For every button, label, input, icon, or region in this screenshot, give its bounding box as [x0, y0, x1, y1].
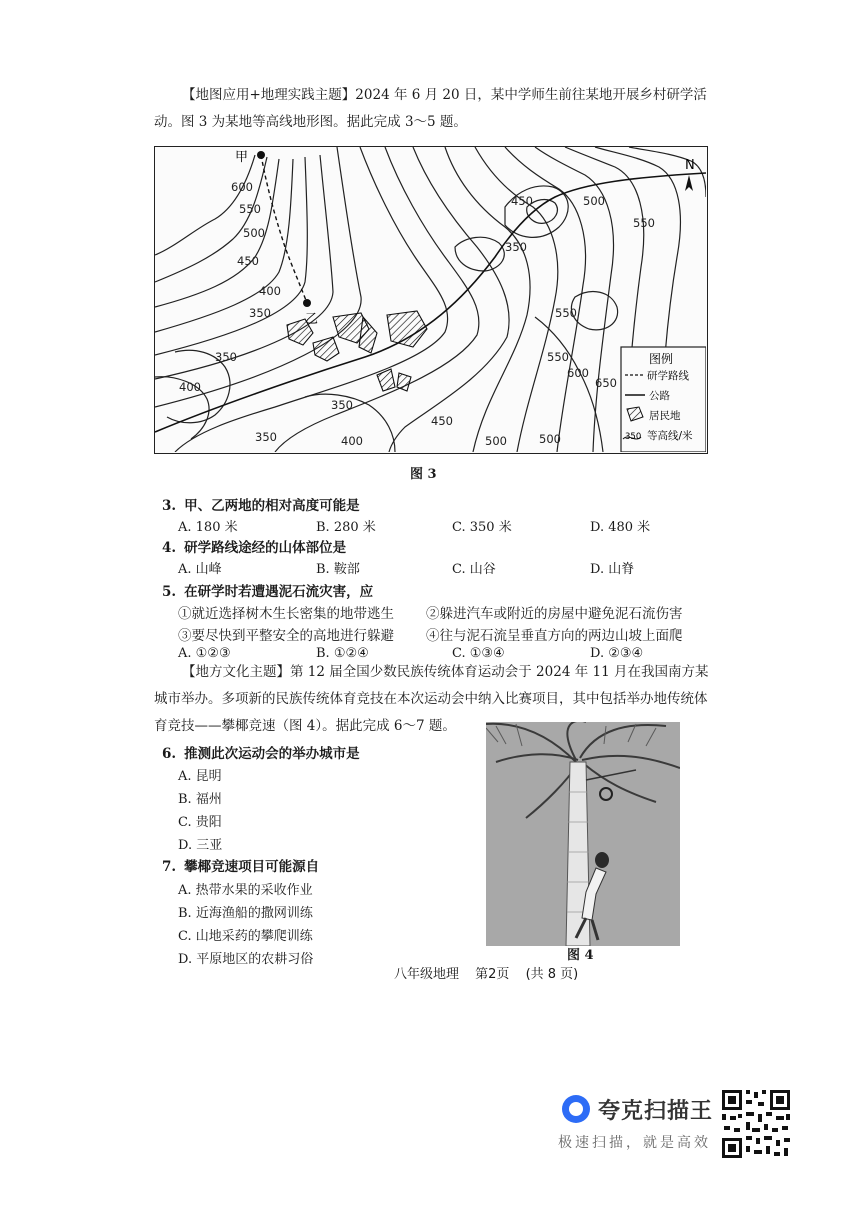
q4-option-d: D. 山脊 [590, 562, 635, 577]
contour-label: 400 [179, 380, 201, 394]
contour-map-figure-3 [154, 146, 708, 454]
contour-label: 400 [259, 284, 281, 298]
quark-logo-icon [562, 1095, 590, 1123]
contour-map-svg [155, 147, 706, 452]
north-arrow-icon [685, 175, 693, 191]
contour-label: 550 [633, 216, 655, 230]
legend-title: 图例 [649, 352, 674, 366]
question-text: 在研学时若遭遇泥石流灾害，应 [184, 584, 374, 600]
q7-option-b: B. 近海渔船的撒网训练 [178, 906, 313, 921]
q5-statement-2: ②躲进汽车或附近的房屋中避免泥石流伤害 [426, 606, 683, 622]
brand-name: 夸克扫描王 [598, 1099, 714, 1124]
question-3 [162, 494, 360, 514]
point-jia-label: 甲 [235, 150, 249, 165]
contour-label: 450 [511, 194, 533, 208]
question-text: 推测此次运动会的举办城市是 [184, 746, 360, 762]
question-text: 攀椰竞速项目可能源自 [184, 859, 320, 875]
contour-label: 350 [215, 350, 237, 364]
legend-route: 研学路线 [647, 370, 689, 382]
contour-label: 350 [249, 306, 271, 320]
q4-option-b: B. 鞍部 [316, 562, 360, 577]
question-4 [162, 536, 346, 556]
contour-label: 400 [341, 434, 363, 448]
brand-slogan: 极速扫描，就是高效 [558, 1135, 711, 1151]
section-intro-culture-theme: 【地方文化主题】第 12 届全国少数民族传统体育运动会于 2024 年 11 月在我国南方某城市举办。多项新的民族传统体育竞技在本次运动会中纳入比赛项目，其中包括举办地传统体育竞技——攀椰竞速（图 4）。据此完成 6～7 题。 [154, 664, 709, 734]
q5-option-b: B. ①②④ [316, 646, 369, 661]
map-legend [621, 347, 706, 452]
contour-label: 550 [555, 306, 577, 320]
question-7 [162, 855, 319, 875]
question-number: 7. [162, 859, 177, 875]
contour-label: 650 [595, 376, 617, 390]
q5-statement-4: ④往与泥石流呈垂直方向的两边山坡上面爬 [426, 628, 683, 644]
question-6 [162, 742, 360, 762]
contour-label: 450 [237, 254, 259, 268]
q7-option-d: D. 平原地区的农耕习俗 [178, 952, 314, 967]
contour-label: 500 [539, 432, 561, 446]
q6-option-a: A. 昆明 [178, 769, 222, 784]
question-text: 研学路线途经的山体部位是 [184, 540, 347, 556]
question-number: 3. [162, 498, 177, 514]
footer-total: (共 8 页) [525, 967, 579, 982]
contour-label: 550 [547, 350, 569, 364]
question-number: 6. [162, 746, 177, 762]
q5-option-d: D. ②③④ [590, 646, 644, 661]
contour-label: 350 [331, 398, 353, 412]
contour-label: 600 [567, 366, 589, 380]
question-text: 甲、乙两地的相对高度可能是 [184, 498, 360, 514]
contour-label: 600 [231, 180, 253, 194]
contour-label: 350 [505, 240, 527, 254]
q5-statement-1: ①就近选择树木生长密集的地带逃生 [178, 606, 394, 622]
coconut-climbing-photo [486, 722, 680, 946]
q6-option-c: C. 贵阳 [178, 815, 222, 830]
legend-contour: 等高线/米 [647, 430, 693, 442]
page-footer [394, 963, 590, 982]
question-number: 5. [162, 584, 177, 600]
contour-label: 550 [239, 202, 261, 216]
section-intro-map-theme: 【地图应用+地理实践主题】2024 年 6 月 20 日，某中学师生前往某地开展乡村研学活动。图 3 为某地等高线地形图。据此完成 3～5 题。 [154, 87, 707, 130]
point-yi-label: 乙 [305, 312, 319, 327]
legend-road: 公路 [649, 390, 670, 402]
q3-option-a: A. 180 米 [178, 520, 238, 535]
q5-option-a: A. ①②③ [178, 646, 231, 661]
contour-label: 450 [431, 414, 453, 428]
contour-label: 500 [243, 226, 265, 240]
q5-statement-3: ③要尽快到平整安全的高地进行躲避 [178, 628, 394, 644]
q7-option-c: C. 山地采药的攀爬训练 [178, 929, 313, 944]
north-label: N [685, 158, 695, 173]
q3-option-c: C. 350 米 [452, 520, 512, 535]
legend-residential: 居民地 [649, 410, 681, 422]
legend-contour-value: 350 [625, 432, 642, 442]
q3-option-d: D. 480 米 [590, 520, 651, 535]
q3-option-b: B. 280 米 [316, 520, 376, 535]
figure-4-caption: 图 4 [567, 948, 594, 963]
question-5 [162, 580, 373, 600]
figure-3-caption: 图 3 [410, 467, 437, 482]
q7-option-a: A. 热带水果的采收作业 [178, 883, 313, 898]
contour-label: 500 [583, 194, 605, 208]
qr-code-icon [720, 1088, 792, 1160]
q5-option-c: C. ①③④ [452, 646, 505, 661]
question-number: 4. [162, 540, 177, 556]
contour-label: 500 [485, 434, 507, 448]
q6-option-b: B. 福州 [178, 792, 222, 807]
contour-label: 350 [255, 430, 277, 444]
footer-page: 第2页 [475, 967, 510, 982]
footer-subject: 八年级地理 [394, 967, 460, 982]
q6-option-d: D. 三亚 [178, 838, 223, 853]
q4-option-c: C. 山谷 [452, 562, 496, 577]
q4-option-a: A. 山峰 [178, 562, 222, 577]
